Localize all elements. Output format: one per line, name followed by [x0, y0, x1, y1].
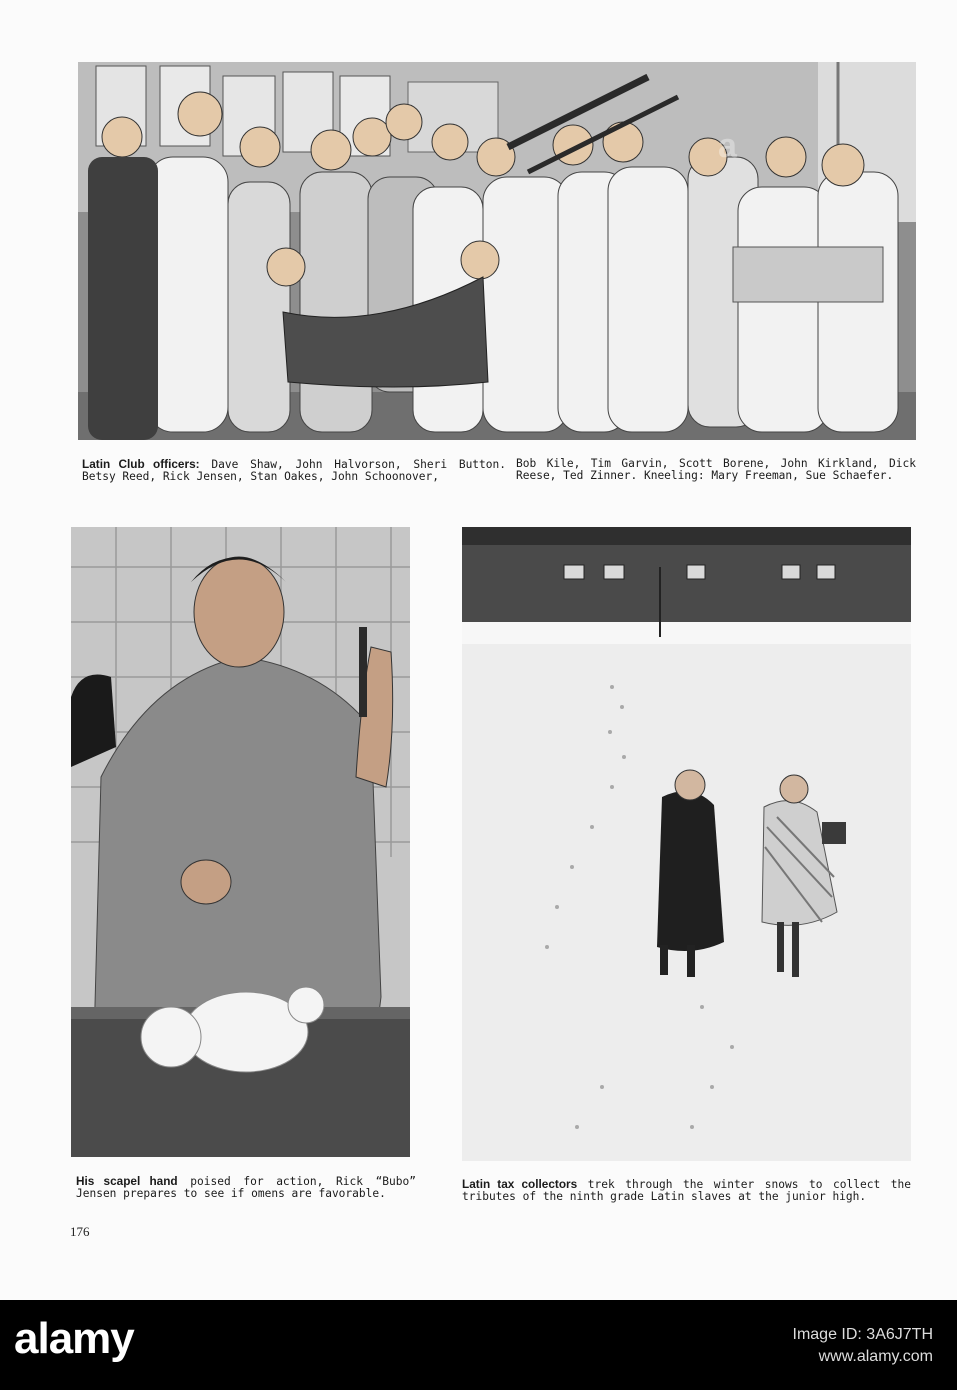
- watermark-footer: [0, 1300, 957, 1390]
- tax-collectors-caption-lead: Latin tax collectors: [462, 1177, 578, 1191]
- scapel-caption-text: poised for action, Rick “Bubo” Jensen prepares to see if omens are favorable.: [76, 1175, 416, 1201]
- watermark-info: [793, 1326, 934, 1366]
- scapel-caption: [76, 1175, 416, 1201]
- scapel-hand-photo: [71, 527, 410, 1157]
- tax-collectors-caption-text: trek through the winter snows to collect the tributes of the ninth grade Latin slaves at the junior high.: [462, 1178, 911, 1204]
- officers-caption-names: Dave Shaw, John Halvorson, Sheri Button. Betsy Reed, Rick Jensen, Stan Oakes, John Schoonover,: [82, 458, 506, 484]
- page-number: 176: [70, 1224, 90, 1239]
- officers-caption-left: [82, 458, 506, 484]
- tax-collectors-caption: [462, 1178, 911, 1204]
- officers-caption-lead: Latin Club officers:: [82, 457, 200, 471]
- svg-text:a: a: [718, 127, 736, 165]
- alamy-url: www.alamy.com: [818, 1348, 933, 1365]
- officers-caption-right: [516, 458, 916, 483]
- officers-caption-names-continued: Bob Kile, Tim Garvin, Scott Borene, John Kirkland, Dick Reese, Ted Zinner. Kneeling: Mary Freeman, Sue Schaefer.: [516, 457, 916, 483]
- latin-club-officers-photo: [78, 62, 916, 440]
- image-id-label: Image ID: 3A6J7TH: [792, 1326, 933, 1343]
- scapel-caption-lead: His scapel hand: [76, 1174, 178, 1188]
- alamy-logo: alamy: [14, 1314, 134, 1363]
- tax-collectors-photo: [462, 527, 911, 1161]
